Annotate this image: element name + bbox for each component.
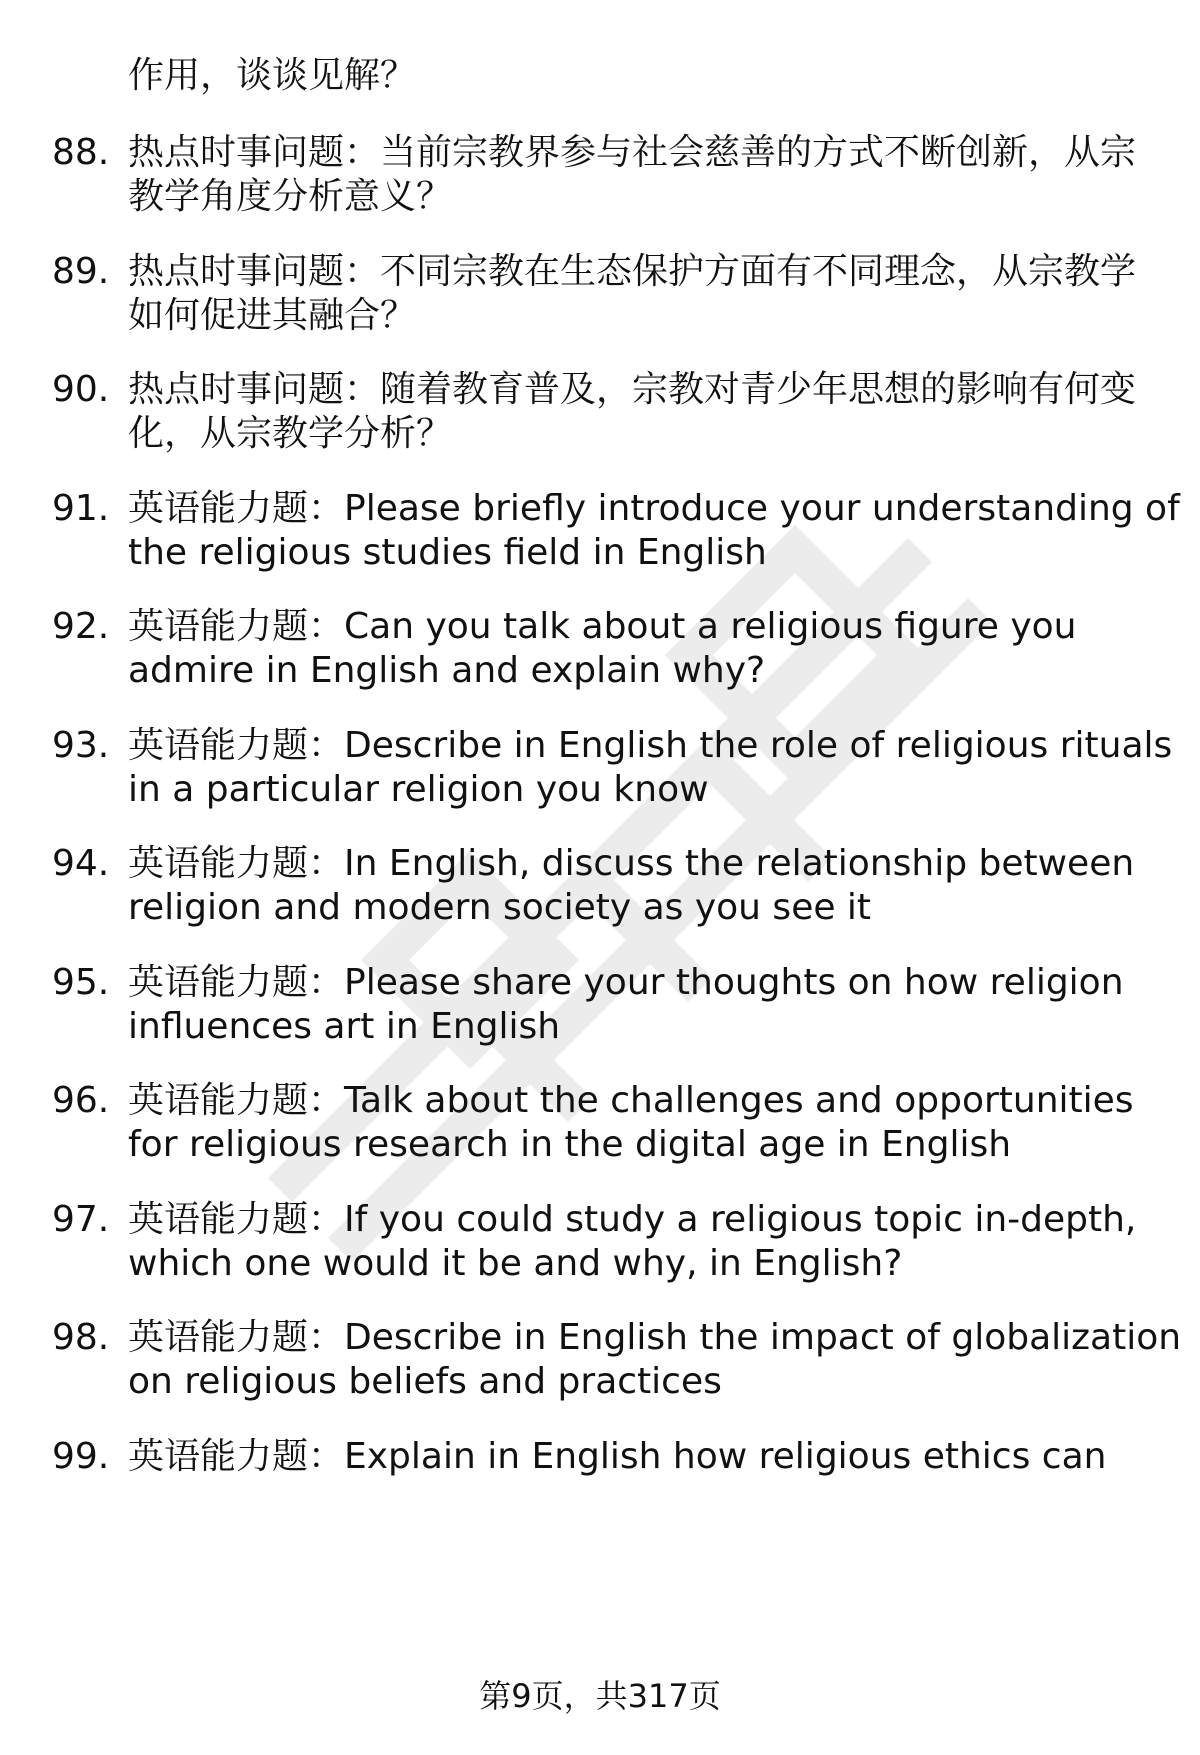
- question-number: 92.: [52, 606, 110, 647]
- question-text: 热点时事问题：随着教育普及，宗教对青少年思想的影响有何变: [128, 369, 1137, 410]
- question-number: 90.: [52, 369, 110, 410]
- question-text: admire in English and explain why?: [128, 650, 766, 691]
- question-text: 热点时事问题：不同宗教在生态保护方面有不同理念，从宗教学: [128, 251, 1137, 292]
- question-text: 英语能力题：In English, discuss the relationship between: [128, 843, 1135, 884]
- question-text: influences art in English: [128, 1006, 561, 1047]
- question-text: 化，从宗教学分析？: [128, 413, 453, 454]
- question-number: 88.: [52, 132, 110, 173]
- question-text: in a particular religion you know: [128, 769, 709, 810]
- question-number: 91.: [52, 488, 110, 529]
- question-text: religion and modern society as you see it: [128, 887, 872, 928]
- question-text: 英语能力题：Please share your thoughts on how religion: [128, 962, 1124, 1003]
- question-text: 热点时事问题：当前宗教界参与社会慈善的方式不断创新，从宗: [128, 132, 1137, 173]
- question-number: 96.: [52, 1080, 110, 1121]
- question-text: which one would it be and why, in English?: [128, 1243, 903, 1284]
- question-number: 98.: [52, 1317, 110, 1358]
- question-text: for religious research in the digital age in English: [128, 1124, 1012, 1165]
- question-text: 英语能力题：Describe in English the impact of globalization: [128, 1317, 1182, 1358]
- question-number: 99.: [52, 1436, 110, 1477]
- continued-text: 作用，谈谈见解？: [128, 55, 417, 96]
- question-text: 教学角度分析意义？: [128, 176, 453, 217]
- question-text: on religious beliefs and practices: [128, 1361, 722, 1402]
- question-text: 英语能力题：Explain in English how religious ethics can: [128, 1436, 1107, 1477]
- question-text: 英语能力题：Can you talk about a religious figure you: [128, 606, 1077, 647]
- question-text: 英语能力题：Talk about the challenges and opportunities: [128, 1080, 1134, 1121]
- page-footer: 第9页，共317页: [479, 1677, 721, 1715]
- question-text: 如何促进其融合？: [128, 295, 417, 336]
- question-text: the religious studies field in English: [128, 532, 767, 573]
- question-number: 95.: [52, 962, 110, 1003]
- question-number: 89.: [52, 251, 110, 292]
- question-text: 英语能力题：Please briefly introduce your understanding of: [128, 488, 1180, 529]
- question-number: 97.: [52, 1199, 110, 1240]
- question-number: 93.: [52, 725, 110, 766]
- question-text: 英语能力题：If you could study a religious topic in-depth,: [128, 1199, 1137, 1240]
- question-number: 94.: [52, 843, 110, 884]
- question-text: 英语能力题：Describe in English the role of religious rituals: [128, 725, 1173, 766]
